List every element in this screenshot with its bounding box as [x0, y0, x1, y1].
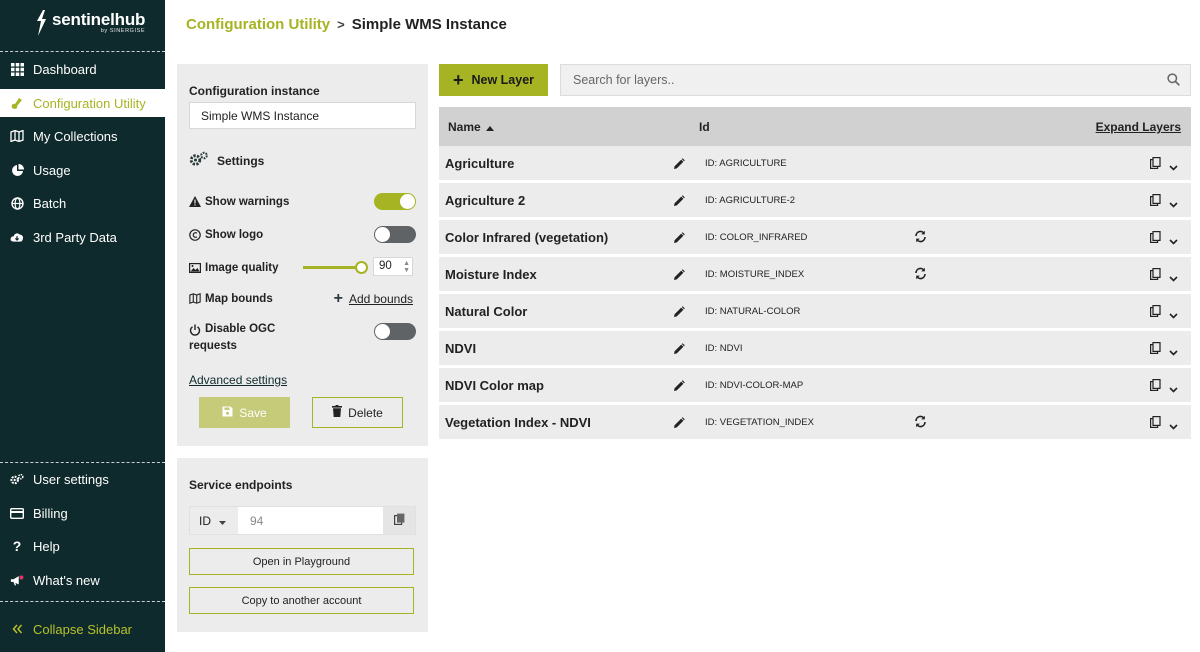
sync-icon [914, 267, 927, 285]
cogs-icon [189, 151, 209, 170]
trash-icon [332, 405, 342, 420]
chevron-down-icon[interactable] [1169, 158, 1178, 176]
layer-id: ID: AGRICULTURE-2 [705, 195, 796, 206]
table-row[interactable] [439, 257, 1191, 291]
show-logo-label: Show logo [205, 228, 264, 241]
map-bounds-label: Map bounds [205, 292, 273, 305]
sidebar [0, 0, 165, 652]
edit-pencil-icon[interactable] [673, 157, 685, 175]
cogs-icon [10, 472, 24, 486]
copyright-icon [189, 229, 201, 241]
image-quality-value: 90 [379, 260, 392, 272]
new-layer-label: New Layer [471, 73, 535, 87]
save-button[interactable] [199, 397, 290, 428]
table-row[interactable] [439, 146, 1191, 180]
instance-label: Configuration instance [189, 84, 320, 98]
disable-ogc-label: Disable OGC [205, 323, 276, 335]
layer-id: ID: NDVI [705, 343, 743, 354]
table-row[interactable] [439, 294, 1191, 328]
add-bounds-label: Add bounds [348, 291, 413, 306]
disable-ogc-toggle[interactable] [374, 323, 416, 340]
brand-name: sentinelhub [52, 10, 146, 30]
chevron-down-icon[interactable] [1169, 306, 1178, 324]
show-logo-row [189, 226, 416, 243]
power-icon [189, 324, 201, 336]
copy-icon[interactable] [1150, 193, 1161, 211]
sidebar-item-usage[interactable] [0, 156, 165, 184]
map-icon [10, 129, 24, 143]
sidebar-item-label: User settings [33, 471, 109, 487]
divider [0, 601, 165, 602]
copy-icon[interactable] [1150, 341, 1161, 359]
chevron-down-icon[interactable] [1169, 417, 1178, 435]
cloud-download-icon [10, 230, 24, 244]
image-icon [189, 262, 201, 274]
layer-id: ID: AGRICULTURE [705, 158, 787, 169]
search-icon [1167, 73, 1180, 89]
sort-asc-icon [486, 120, 494, 134]
table-row[interactable] [439, 220, 1191, 254]
copy-endpoint-button[interactable] [383, 507, 415, 534]
sidebar-item-label: Help [33, 538, 60, 554]
map-icon [189, 293, 201, 305]
sidebar-item-label: 3rd Party Data [33, 229, 117, 245]
table-body [439, 146, 1191, 439]
sentinelhub-logo-icon [34, 10, 48, 36]
show-warnings-label: Show warnings [205, 195, 290, 208]
column-name-label: Name [448, 120, 481, 134]
layer-name: Agriculture 2 [445, 193, 526, 208]
disable-ogc-label-line2: requests [189, 340, 237, 352]
sidebar-item-label: My Collections [33, 128, 118, 144]
sync-icon [914, 230, 927, 248]
edit-pencil-icon[interactable] [673, 268, 685, 286]
plus-icon: + [452, 70, 464, 90]
sidebar-item-user-settings[interactable] [0, 465, 165, 493]
sidebar-item-label: Usage [33, 162, 71, 178]
sort-by-name-header[interactable] [448, 120, 494, 134]
megaphone-icon [10, 573, 24, 587]
endpoint-type-select[interactable] [190, 507, 238, 534]
copy-icon[interactable] [1150, 230, 1161, 248]
sidebar-item-configuration-utility[interactable] [0, 89, 165, 117]
table-row[interactable] [439, 183, 1191, 217]
credit-card-icon [10, 506, 24, 520]
image-quality-slider-track[interactable] [303, 266, 362, 269]
image-quality-input[interactable] [373, 257, 413, 276]
image-quality-row [189, 261, 416, 274]
show-warnings-row [189, 193, 416, 210]
copy-icon[interactable] [1150, 415, 1161, 433]
sidebar-item-whats-new[interactable] [0, 566, 165, 594]
copy-icon[interactable] [1150, 156, 1161, 174]
edit-pencil-icon[interactable] [673, 342, 685, 360]
plus-icon: + [333, 289, 343, 307]
sidebar-item-dashboard[interactable] [0, 55, 165, 83]
breadcrumb-parent[interactable]: Configuration Utility [186, 16, 331, 33]
layer-name: Moisture Index [445, 267, 537, 282]
show-logo-toggle[interactable] [374, 226, 416, 243]
sidebar-item-label: What's new [33, 572, 100, 588]
settings-heading [189, 151, 264, 170]
chevron-down-icon[interactable] [1169, 269, 1178, 287]
warning-icon [189, 196, 201, 208]
layer-id: ID: VEGETATION_INDEX [705, 417, 814, 428]
endpoint-type-value: ID [199, 513, 211, 528]
image-quality-slider-handle[interactable] [355, 261, 368, 274]
divider [0, 462, 165, 463]
sidebar-item-batch[interactable] [0, 189, 165, 217]
table-row[interactable] [439, 331, 1191, 365]
edit-pencil-icon[interactable] [673, 231, 685, 249]
sidebar-item-3rd-party-data[interactable] [0, 223, 165, 251]
sidebar-item-label: Configuration Utility [33, 95, 146, 111]
layer-id: ID: NDVI-COLOR-MAP [705, 380, 804, 391]
table-row[interactable] [439, 368, 1191, 402]
image-quality-label: Image quality [205, 261, 279, 274]
map-bounds-row [189, 291, 416, 306]
double-chevron-left-icon [10, 622, 24, 636]
layer-name: NDVI [445, 341, 477, 356]
save-icon [222, 406, 233, 420]
breadcrumb-separator: > [337, 17, 345, 32]
configuration-panel [177, 64, 428, 446]
breadcrumb [186, 16, 507, 33]
delete-label: Delete [348, 405, 383, 420]
edit-pencil-icon[interactable] [673, 305, 685, 323]
edit-pencil-icon[interactable] [673, 416, 685, 434]
delete-button[interactable] [312, 397, 403, 428]
stepper-arrows-icon[interactable]: ▲ ▼ [403, 260, 410, 274]
open-in-playground-button[interactable]: Open in Playground [189, 548, 414, 575]
copy-icon[interactable] [1150, 267, 1161, 285]
new-layer-button[interactable] [439, 64, 548, 96]
copy-icon[interactable] [1150, 378, 1161, 396]
column-id-label: Id [699, 120, 710, 134]
layer-name: NDVI Color map [445, 378, 544, 393]
brand-sub: by SINERGISE [100, 28, 146, 35]
layer-name: Natural Color [445, 304, 528, 319]
endpoint-field [189, 506, 416, 535]
endpoint-value[interactable]: 94 [250, 513, 264, 528]
paint-icon [10, 96, 24, 110]
sync-icon [914, 415, 927, 433]
pie-chart-icon [10, 163, 24, 177]
expand-layers-link[interactable]: Expand Layers [1095, 120, 1181, 134]
sidebar-item-my-collections[interactable] [0, 122, 165, 150]
chevron-down-icon[interactable] [1169, 380, 1178, 398]
service-endpoints-panel [177, 458, 428, 632]
layer-name: Color Infrared (vegetation) [445, 230, 609, 245]
edit-pencil-icon[interactable] [673, 194, 685, 212]
sidebar-item-label: Billing [33, 505, 68, 521]
collapse-sidebar-button[interactable] [0, 615, 165, 643]
grid-icon [10, 62, 24, 76]
caret-down-icon [219, 514, 226, 528]
sidebar-item-help[interactable] [0, 532, 165, 560]
show-warnings-toggle[interactable] [374, 193, 416, 210]
brand-logo[interactable] [34, 8, 145, 38]
service-endpoints-title: Service endpoints [189, 478, 293, 492]
layers-table [439, 107, 1191, 439]
add-bounds-button[interactable] [334, 291, 413, 307]
copy-to-another-account-button[interactable]: Copy to another account [189, 587, 414, 614]
question-icon: ? [12, 538, 22, 554]
layer-name: Vegetation Index - NDVI [445, 415, 591, 430]
layer-id: ID: MOISTURE_INDEX [705, 269, 805, 280]
chevron-down-icon[interactable] [1169, 195, 1178, 213]
chevron-down-icon[interactable] [1169, 232, 1178, 250]
chevron-down-icon[interactable] [1169, 343, 1178, 361]
sidebar-item-label: Batch [33, 195, 67, 211]
globe-icon [10, 196, 24, 210]
collapse-sidebar-label: Collapse Sidebar [33, 621, 133, 637]
layer-id: ID: NATURAL-COLOR [705, 306, 801, 317]
advanced-settings-link[interactable]: Advanced settings [189, 373, 288, 387]
sidebar-item-label: Dashboard [33, 61, 97, 77]
save-label: Save [239, 405, 267, 420]
table-header [439, 107, 1191, 146]
layer-name: Agriculture [445, 156, 515, 171]
copy-icon [394, 512, 405, 530]
table-row[interactable] [439, 405, 1191, 439]
divider [0, 51, 165, 52]
search-placeholder: Search for layers.. [573, 73, 675, 87]
page-title: Simple WMS Instance [351, 16, 507, 33]
copy-icon[interactable] [1150, 304, 1161, 322]
instance-name-input[interactable]: Simple WMS Instance [189, 102, 416, 129]
disable-ogc-row [189, 323, 416, 355]
sidebar-item-billing[interactable] [0, 499, 165, 527]
settings-label: Settings [217, 153, 265, 168]
edit-pencil-icon[interactable] [673, 379, 685, 397]
search-layers-input[interactable] [560, 64, 1191, 96]
layer-id: ID: COLOR_INFRARED [705, 232, 808, 243]
